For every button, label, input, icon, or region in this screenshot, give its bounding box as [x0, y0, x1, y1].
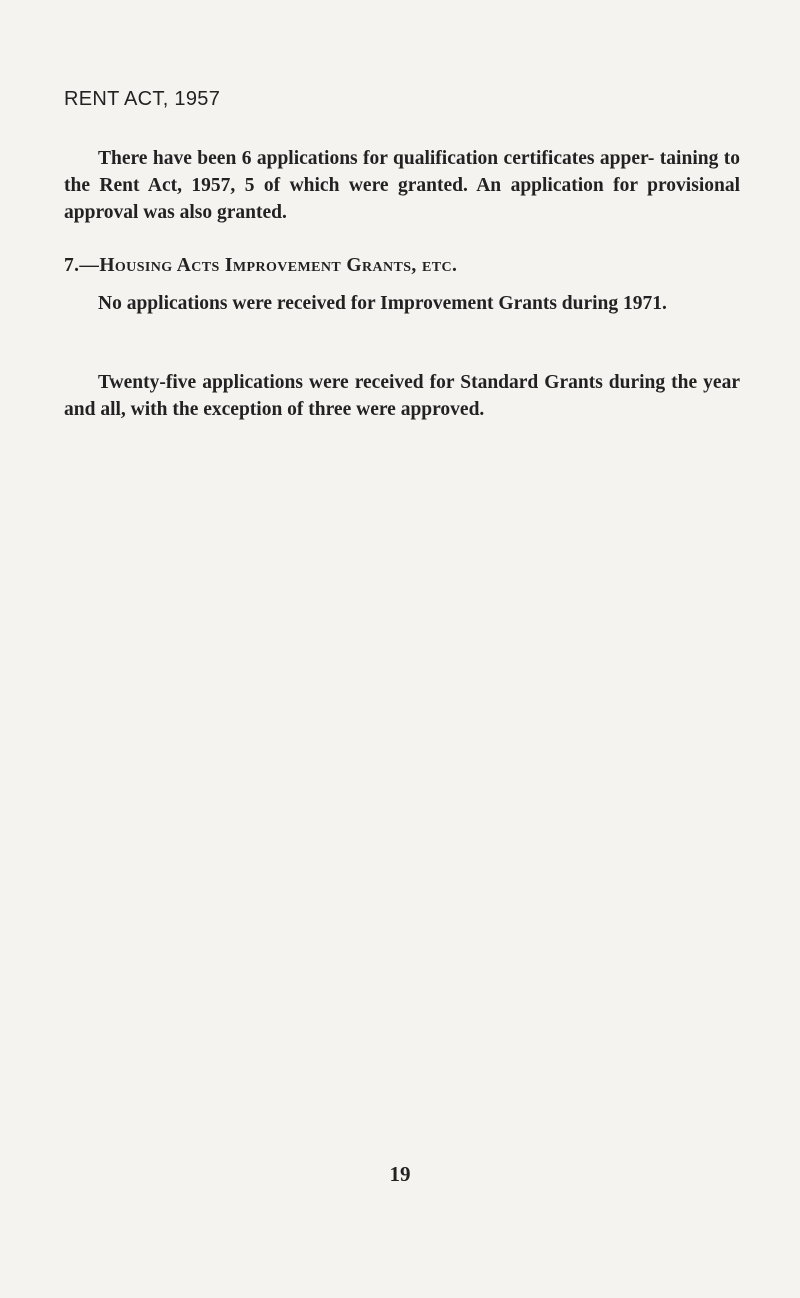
- section-heading-housing-acts: [64, 255, 457, 277]
- paragraph-rent-act-text: There have been 6 applications for qualification certificates apper- taining to the Rent Act, 1957, 5 of which were granted. An application for provisional approval was also granted.: [64, 148, 740, 223]
- paragraph-improvement-grants: [64, 290, 740, 317]
- section-heading-rent-act: RENT ACT, 1957: [64, 88, 221, 110]
- paragraph-improvement-grants-text: No applications were received for Improvement Grants during 1971.: [98, 293, 667, 314]
- paragraph-standard-grants-text: Twenty-five applications were received for Standard Grants during the year and all, with the exception of three were approved.: [64, 372, 740, 420]
- section-number: 7.—: [64, 255, 100, 276]
- paragraph-rent-act: [64, 145, 740, 226]
- page-number: 19: [389, 1162, 411, 1186]
- section-title: Housing Acts Improvement Grants, etc.: [99, 255, 458, 276]
- paragraph-standard-grants: [64, 369, 740, 423]
